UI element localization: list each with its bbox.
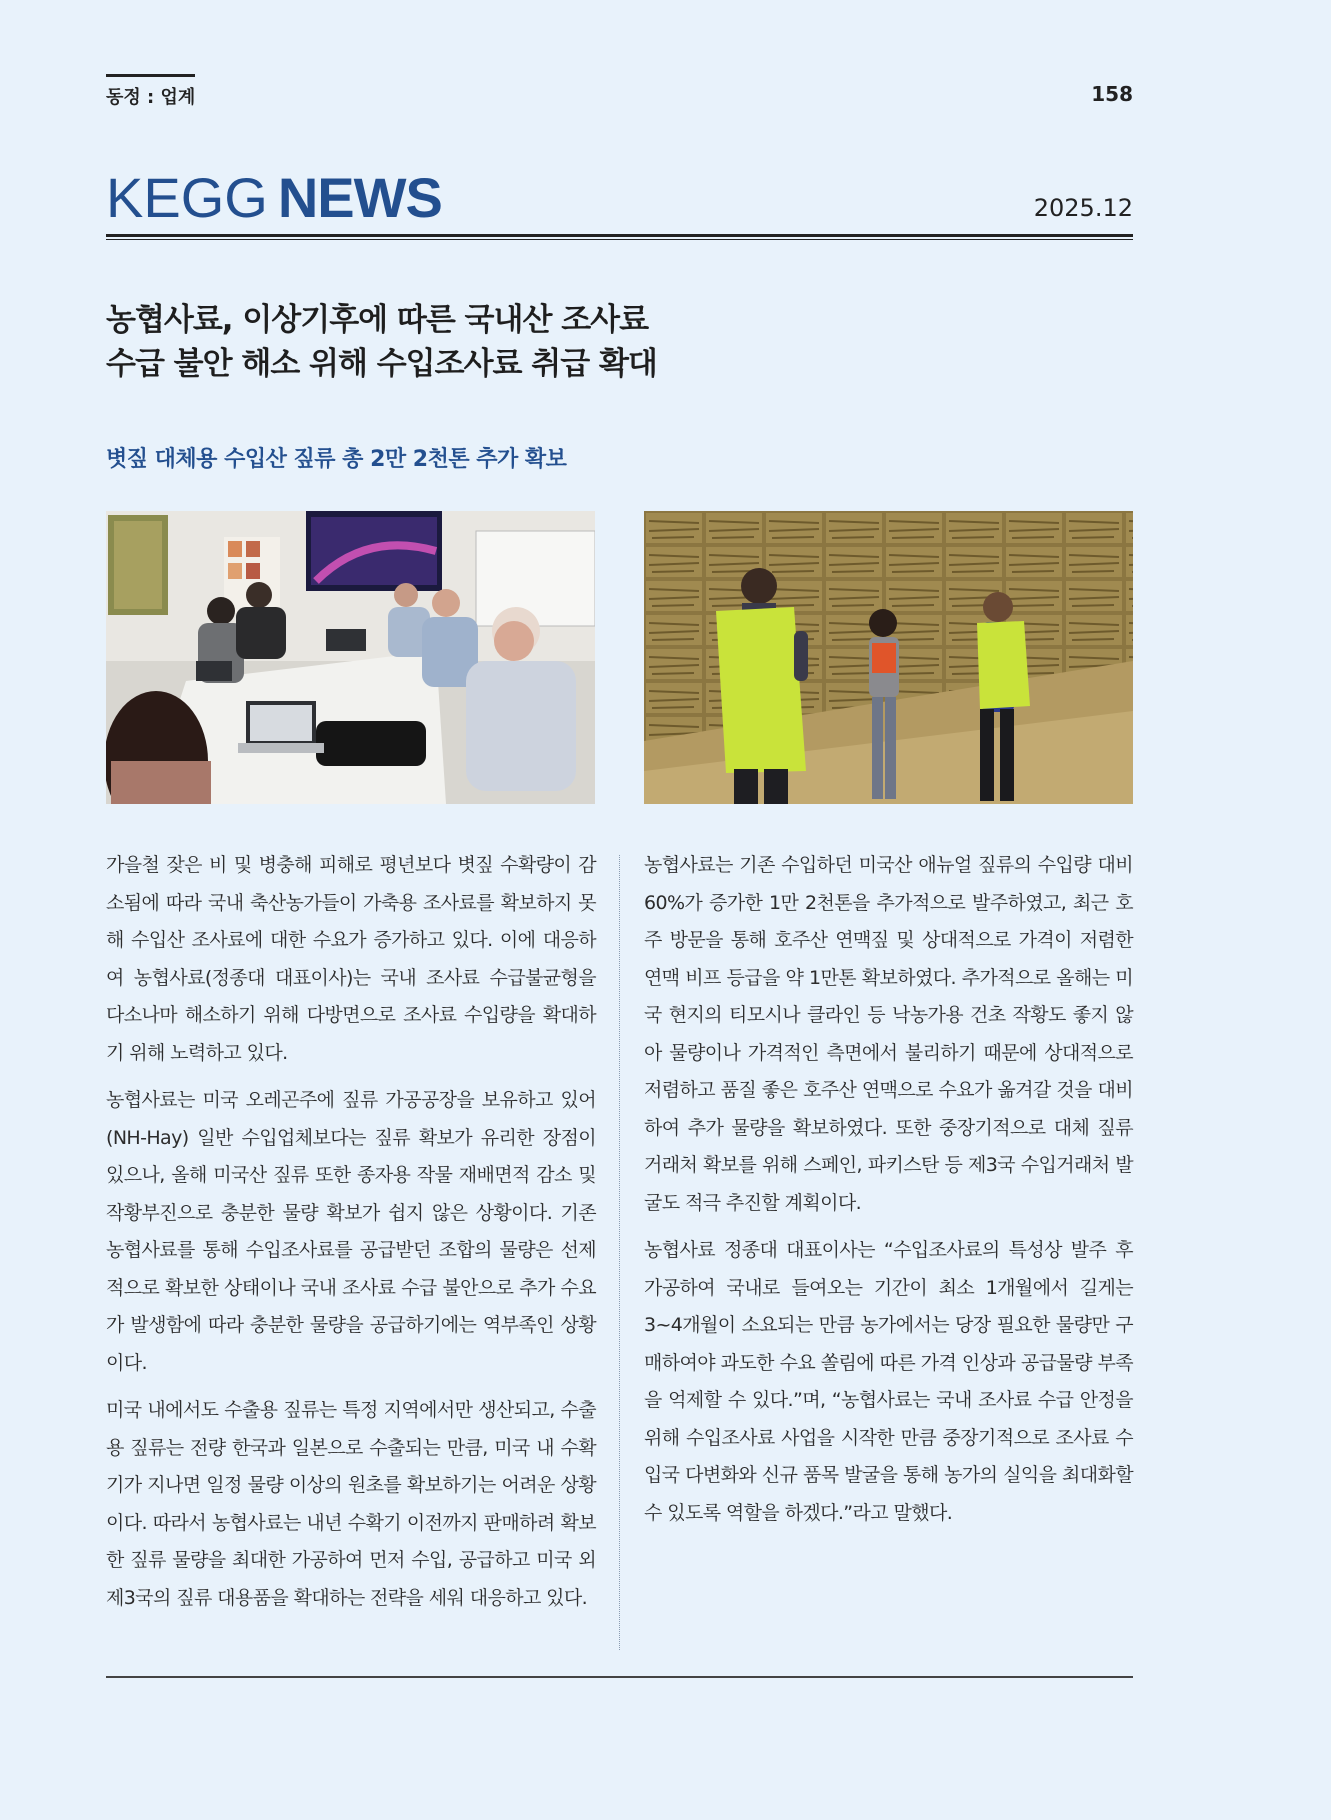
body-paragraph: 농협사료는 기존 수입하던 미국산 애뉴얼 짚류의 수입량 대비 60%가 증가한 1만 2천톤을 추가적으로 발주하였고, 최근 호주 방문을 통해 호주산 연맥짚 및 상대적으로 가격이 저렴한 연맥 비프 등급을 약 1만톤 확보하였다. 추가적으로 올해는 미국 현지의 티모시나 클라인 등 낙농가용 건초 작황도 좋지 않아 물량이나 가격적인 측면에서 불리하기 때문에 상대적으로 저렴하고 품질 좋은 호주산 연맥으로 수요가 옮겨갈 것을 대비하여 추가 물량을 확보하였다. 또한 중장기적으로 대체 짚류 거래처 확보를 위해 스페인, 파키스탄 등 제3국 수입거래처 발굴도 적극 추진할 계획이다.	[644, 854, 1133, 1214]
header-rule	[106, 234, 1133, 237]
article-headline	[106, 298, 806, 386]
body-paragraph: 농협사료 정종대 대표이사는 “수입조사료의 특성상 발주 후 가공하여 국내로 들여오는 기간이 최소 1개월에서 길게는 3~4개월이 소요되는 만큼 농가에서는 당장 필요한 물량만 구매하여야 과도한 수요 쏠림에 따른 가격 인상과 공급물량 부족을 억제할 수 있다.”며, “농협사료는 국내 조사료 수급 안정을 위해 수입조사료 사업을 시작한 만큼 중장기적으로 조사료 수입국 다변화와 신규 품목 발굴을 통해 농가의 실익을 최대화할 수 있도록 역할을 하겠다.”라고 말했다.	[644, 1239, 1133, 1524]
article-body-left	[106, 847, 596, 1627]
column-divider	[619, 855, 620, 1650]
page-number: 158	[1091, 82, 1133, 106]
body-paragraph: 농협사료는 미국 오레곤주에 짚류 가공공장을 보유하고 있어(NH-Hay) 일반 수입업체보다는 짚류 확보가 유리한 장점이 있으나, 올해 미국산 짚류 또한 종자용 작물 재배면적 감소 및 작황부진으로 충분한 물량 확보가 쉽지 않은 상황이다. 기존 농협사료를 통해 수입조사료를 공급받던 조합의 물량은 선제적으로 확보한 상태이나 국내 조사료 수급 불안으로 추가 수요가 발생함에 따라 충분한 물량을 공급하기에는 역부족인 상황이다.	[106, 1089, 596, 1374]
masthead-kegg: KEGG	[106, 166, 268, 229]
headline-line-2: 수급 불안 해소 위해 수입조사료 취급 확대	[106, 346, 657, 382]
masthead-logo	[106, 168, 442, 228]
article-subheadline: 볏짚 대체용 수입산 짚류 총 2만 2천톤 추가 확보	[106, 447, 567, 472]
article-body-right	[644, 847, 1133, 1542]
header-rule-thin	[106, 239, 1133, 240]
hay-field-photo	[644, 511, 1133, 804]
footer-rule	[106, 1676, 1133, 1678]
body-paragraph: 가을철 잦은 비 및 병충해 피해로 평년보다 볏짚 수확량이 감소됨에 따라 국내 축산농가들이 가축용 조사료를 확보하지 못해 수입산 조사료에 대한 수요가 증가하고 있다. 이에 대응하여 농협사료(정종대 대표이사)는 국내 조사료 수급불균형을 다소나마 해소하기 위해 다방면으로 조사료 수입량을 확대하기 위해 노력하고 있다.	[106, 854, 596, 1064]
headline-line-1: 농협사료, 이상기후에 따른 국내산 조사료	[106, 302, 649, 338]
section-tag: 동정 : 업계	[106, 74, 195, 109]
masthead-news: NEWS	[277, 166, 442, 229]
issue-date: 2025.12	[1033, 194, 1133, 222]
body-paragraph: 미국 내에서도 수출용 짚류는 특정 지역에서만 생산되고, 수출용 짚류는 전량 한국과 일본으로 수출되는 만큼, 미국 내 수확기가 지나면 일정 물량 이상의 원초를 확보하기는 어려운 상황이다. 따라서 농협사료는 내년 수확기 이전까지 판매하려 확보한 짚류 물량을 최대한 가공하여 먼저 수입, 공급하고 미국 외 제3국의 짚류 대용품을 확대하는 전략을 세워 대응하고 있다.	[106, 1399, 596, 1609]
meeting-photo	[106, 511, 595, 804]
